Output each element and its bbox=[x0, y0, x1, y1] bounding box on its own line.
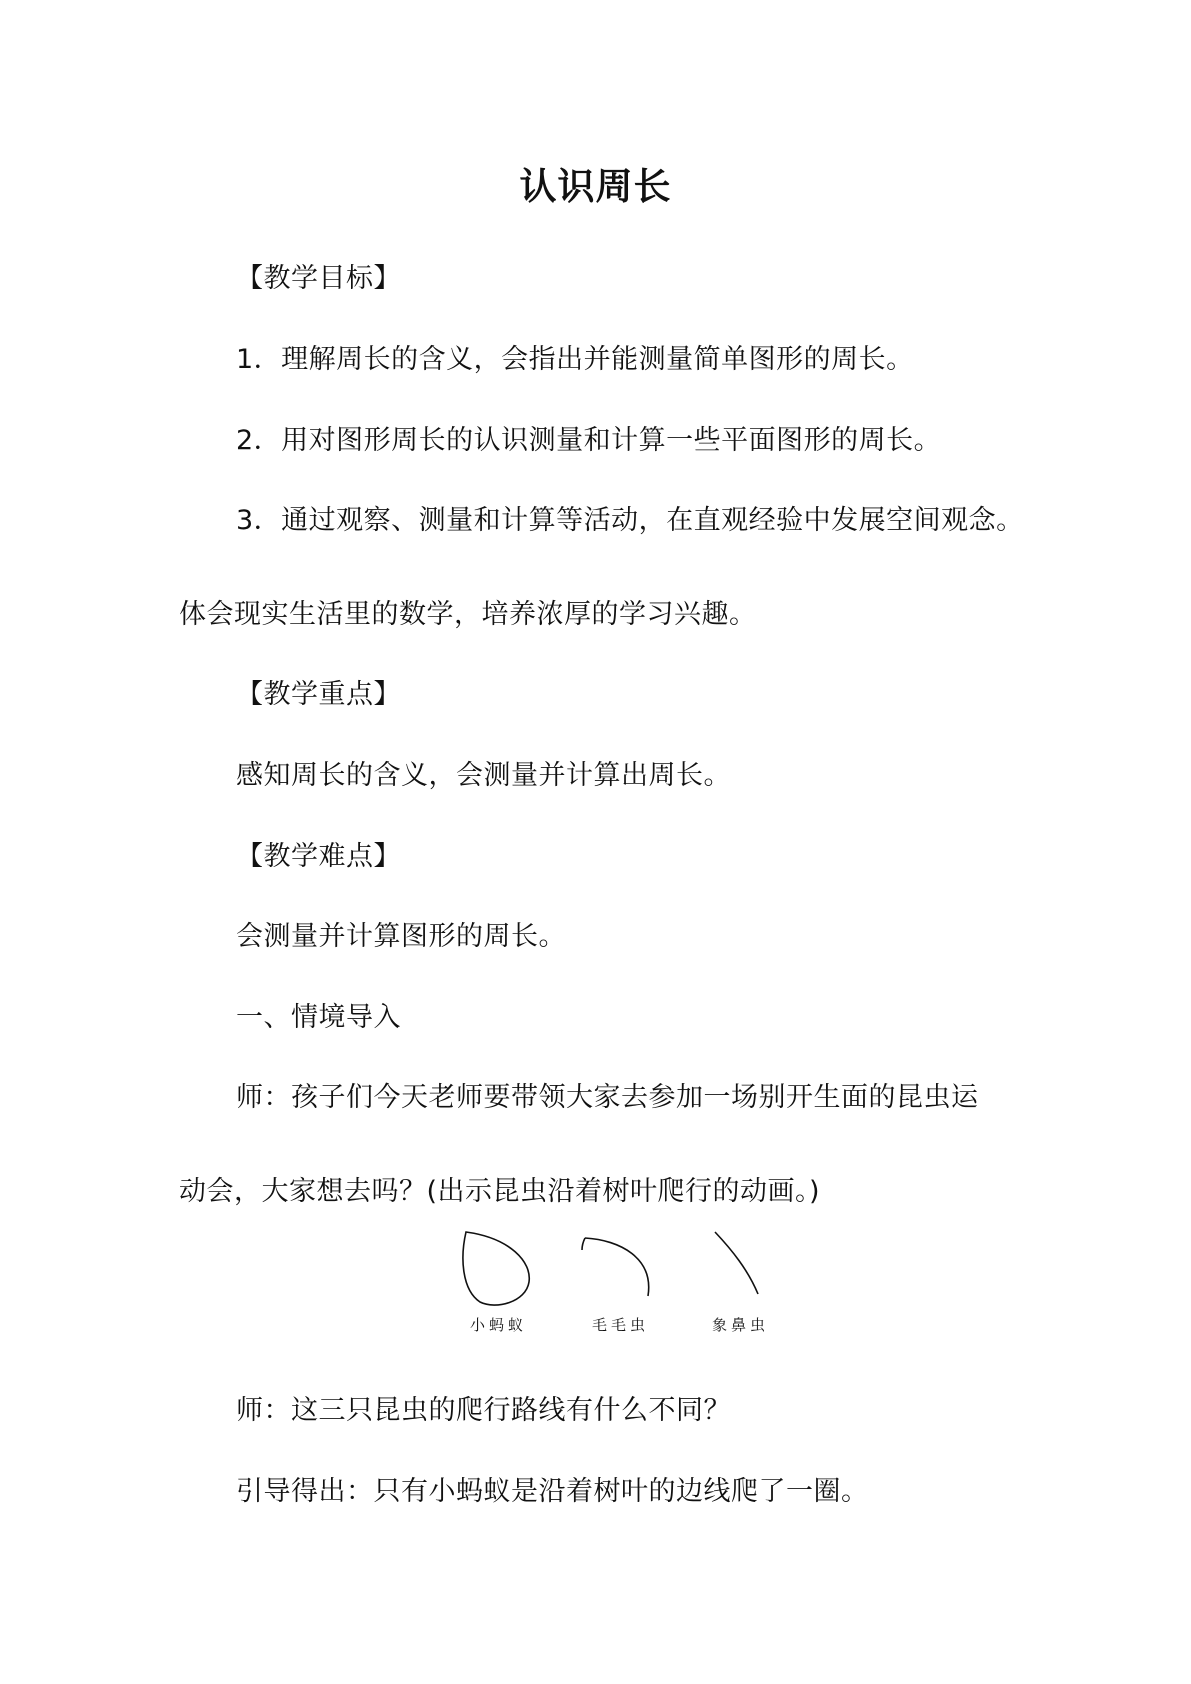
document-title: 认识周长 bbox=[519, 165, 672, 208]
figure-label-weevil: 象鼻虫 bbox=[712, 1316, 770, 1334]
objective-item-2: 2．用对图形周长的认识测量和计算一些平面图形的周长。 bbox=[236, 425, 942, 456]
teacher-line-2: 师：这三只昆虫的爬行路线有什么不同？ bbox=[236, 1395, 731, 1426]
difficulty-heading: 【教学难点】 bbox=[236, 841, 401, 872]
key-point-heading: 【教学重点】 bbox=[236, 679, 401, 710]
weevil-path bbox=[715, 1232, 758, 1294]
key-point-text: 感知周长的含义，会测量并计算出周长。 bbox=[236, 760, 731, 791]
objective-item-3-continuation: 体会现实生活里的数学，培养浓厚的学习兴趣。 bbox=[179, 599, 757, 630]
insect-path-figure bbox=[450, 1228, 810, 1338]
conclusion-text: 引导得出：只有小蚂蚁是沿着树叶的边线爬了一圈。 bbox=[236, 1476, 869, 1507]
figure-label-ant: 小蚂蚁 bbox=[470, 1316, 528, 1334]
difficulty-text: 会测量并计算图形的周长。 bbox=[236, 921, 566, 952]
ant-leaf-path bbox=[463, 1232, 529, 1305]
intro-heading: 一、情境导入 bbox=[236, 1002, 401, 1033]
caterpillar-path bbox=[582, 1238, 649, 1296]
teacher-line-1b: 动会，大家想去吗？(出示昆虫沿着树叶爬行的动画。) bbox=[179, 1176, 821, 1207]
objectives-heading: 【教学目标】 bbox=[236, 263, 401, 294]
objective-item-3: 3．通过观察、测量和计算等活动，在直观经验中发展空间观念。 bbox=[236, 505, 1024, 536]
objective-item-1: 1．理解周长的含义，会指出并能测量简单图形的周长。 bbox=[236, 344, 914, 375]
teacher-line-1a: 师：孩子们今天老师要带领大家去参加一场别开生面的昆虫运 bbox=[236, 1082, 979, 1113]
figure-label-caterpillar: 毛毛虫 bbox=[592, 1316, 650, 1334]
